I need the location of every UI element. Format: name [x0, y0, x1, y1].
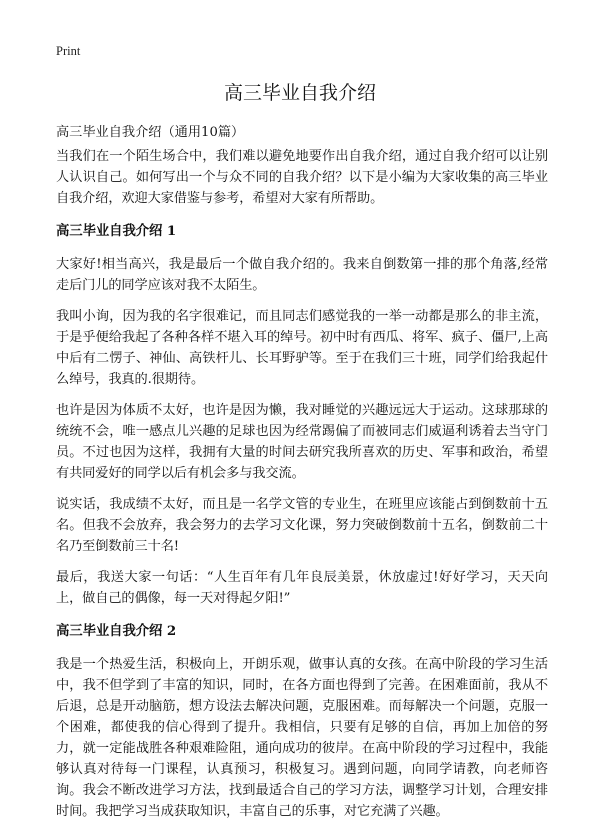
- intro-paragraph: 当我们在一个陌生场合中，我们难以避免地要作出自我介绍，通过自我介绍可以让别人认识自己。如何写出一个与众不同的自我介绍？以下是小编为大家收集的高三毕业自我介绍，欢迎大家借鉴与参考，希望对大家有所帮助。: [56, 149, 548, 206]
- section-heading: 高三毕业自我介绍 2: [56, 623, 177, 639]
- paragraph: 也许是因为体质不太好，也许是因为懒，我对睡觉的兴趣远远大于运动。这球那球的统统不会，唯一感点儿兴趣的足球也因为经常踢偏了而被同志们威逼利诱着去当守门员。不过也因为这样，我拥有大量的时间去研究我所喜欢的历史、军事和政治，希望有共同爱好的同学以后有机会多与我交流。: [56, 403, 548, 481]
- paragraph: 我叫小询，因为我的名字很难记，而且同志们感觉我的一举一动都是那么的非主流，于是乎便给我起了各种各样不堪入耳的绰号。初中时有西瓜、将军、疯子、僵尸,上高中后有二愣子、神仙、高铁杆儿、长耳野驴等。至于在我们三十班，同学们给我起什么绰号，我真的.很期待。: [56, 309, 548, 387]
- paragraph: 最后，我送大家一句话：“人生百年有几年良辰美景，休放虚过!好好学习，天天向上，做自己的偶像，每一天对得起夕阳!”: [56, 570, 548, 606]
- paragraph: 我是一个热爱生活，积极向上，开朗乐观，做事认真的女孩。在高中阶段的学习生活中，我不但学到了丰富的知识，同时，在各方面也得到了完善。在困难面前，我从不后退，总是开动脑筋，想方设法去解决问题，克服困难。而每解决一个问题，克服一个困难，都使我的信心得到了提升。我相信，只要有足够的自信，再加上加倍的努力，就一定能战胜各种艰难险阻，通向成功的彼岸。在高中阶段的学习过程中，我能够认真对待每一门课程，认真预习，积极复习。遇到问题，向同学请教，向老师咨询。我会不断改进学习方法，找到最适合自己的学习方法，调整学习计划，合理安排时间。我把学习当成获取知识，丰富自己的乐事，对它充满了兴趣。: [56, 657, 548, 819]
- print-link[interactable]: Print: [56, 44, 81, 58]
- document-subtitle: 高三毕业自我介绍（通用10篇）: [56, 125, 245, 140]
- article-body: [56, 146, 548, 832]
- paragraph: 大家好!相当高兴，我是最后一个做自我介绍的。我来自倒数第一排的那个角落,经常走后门儿的同学应该对我不太陌生。: [56, 257, 548, 293]
- section-heading: 高三毕业自我介绍 1: [56, 223, 177, 239]
- page-title: 高三毕业自我介绍: [223, 82, 376, 104]
- paragraph: 说实话，我成绩不太好，而且是一名学文管的专业生，在班里应该能占到倒数前十五名。但我不会放弃，我会努力的去学习文化课，努力突破倒数前十五名，倒数前二十名乃至倒数前三十名!: [56, 497, 548, 554]
